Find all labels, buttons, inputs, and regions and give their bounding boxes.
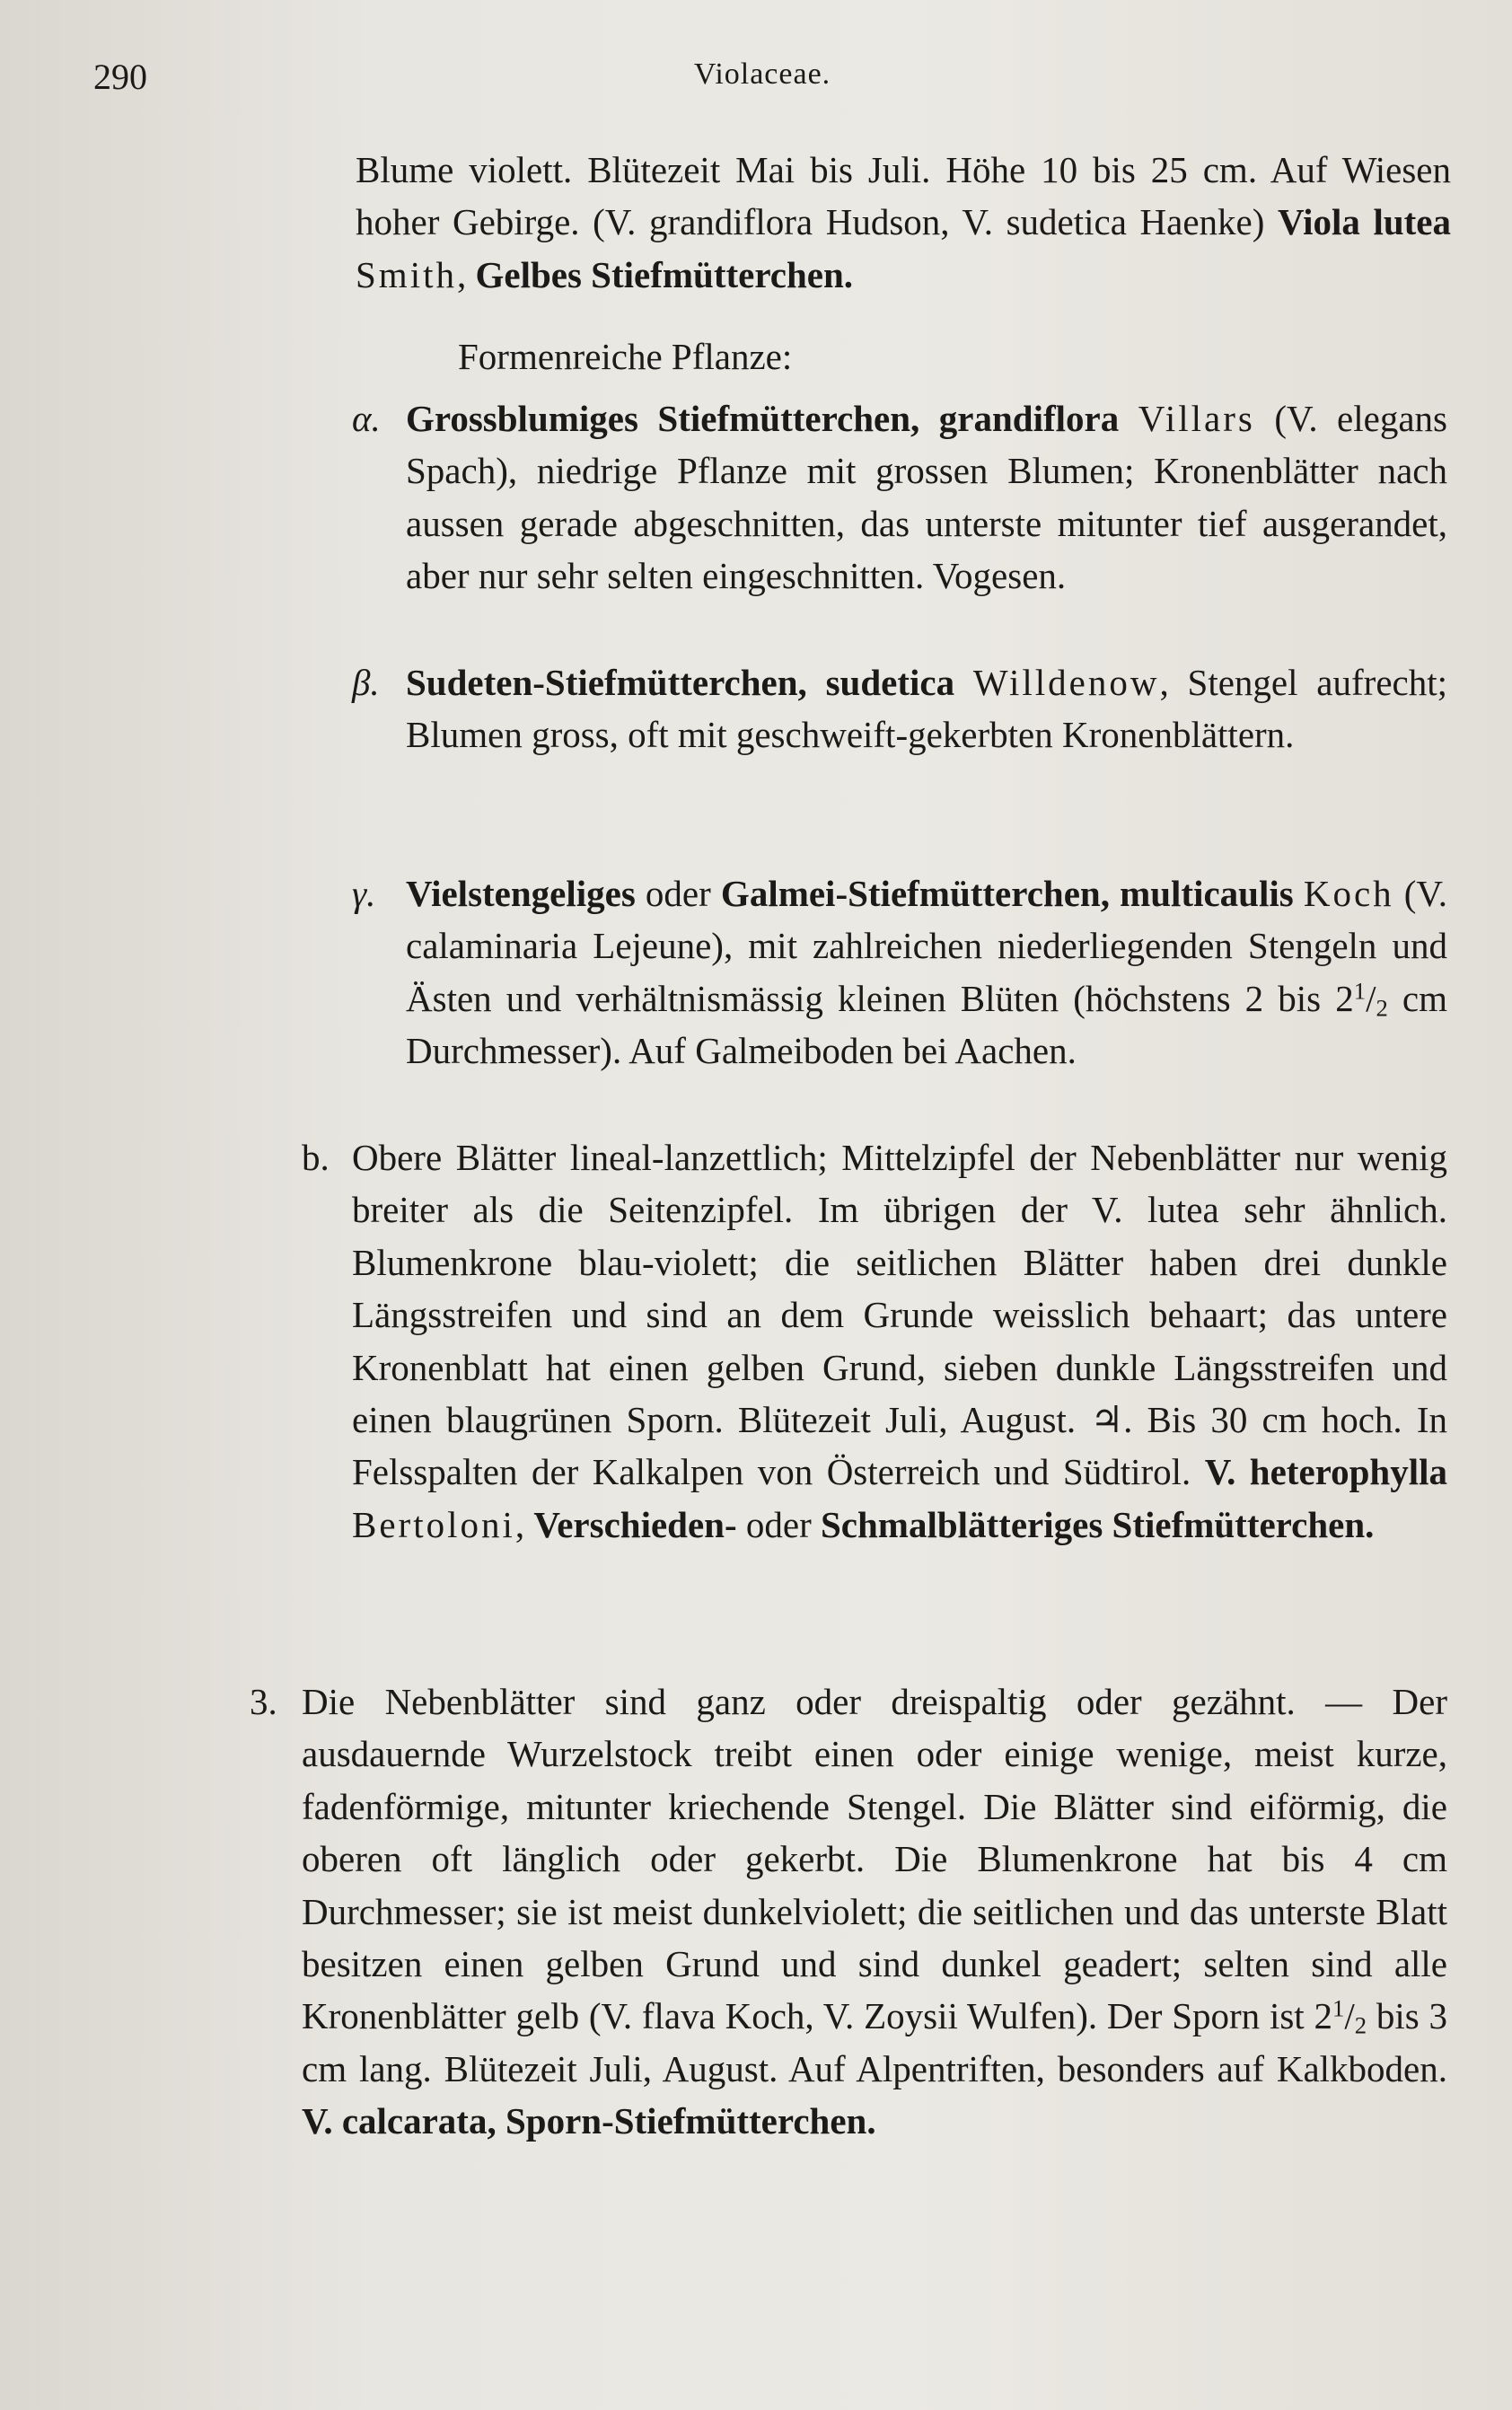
separator: , <box>514 1503 534 1545</box>
variety-text: (V. calaminaria Lejeune), mit zahlreichen niederliegenden Stengeln und Ästen und verhältnismässig kleinen Blüten (höchstens 2 bis 2 <box>406 873 1448 1019</box>
variety-name: Grossblumiges Stiefmütterchen, grandiflora <box>406 398 1120 439</box>
variety-label-alpha: α. <box>352 398 381 439</box>
variety-text: (V. elegans Spach), niedrige Pflanze mit grossen Blumen; Kronenblätter nach aussen gerade abgeschnitten, das unterste mitunter tief ausgerandet, aber nur sehr selten eingeschnitten. Vogesen. <box>406 398 1447 597</box>
separator: , <box>456 253 476 295</box>
variety-author: Willdenow <box>972 662 1160 703</box>
species-name: V. heterophylla <box>1204 1451 1447 1493</box>
variety-text: oder <box>635 873 721 914</box>
entry-text: Obere Blätter lineal-lanzettlich; Mittelzipfel der Nebenblätter nur wenig breiter als die Seitenzipfel. Im übrigen der V. lutea sehr ähnlich. Blumenkrone blau-violett; die seitlichen Blätter haben drei dunkle Längsstreifen und sind an dem Grunde weisslich behaart; das untere Kronenblatt hat einen gelben Grund, sieben dunkle Längsstreifen und einen blaugrünen Sporn. Blütezeit Juli, August. <box>352 1137 1447 1441</box>
entry-text: . Bis 30 cm hoch. In Felsspalten der Kalkalpen von Österreich und Südtirol. <box>352 1399 1447 1493</box>
perennial-symbol-icon: ♃ <box>1090 1399 1124 1441</box>
variety-name: Sudeten-Stiefmütterchen, sudetica <box>406 662 955 703</box>
species-name: V. calcarata, Sporn-Stiefmütterchen. <box>302 2100 876 2142</box>
variety-label-gamma: γ. <box>352 873 376 914</box>
forms-intro: Formenreiche Pflanze: <box>458 336 793 377</box>
variety-name: Vielstengeliges <box>406 873 636 914</box>
variety-author: Koch <box>1303 873 1394 914</box>
variety-label-beta: β. <box>352 662 380 703</box>
variety-gamma: Vielstengeliges oder Galmei-Stiefmütterchen, multicaulis Koch (V. calaminaria Lejeune), mit zahlreichen niederliegenden Stengeln und Ästen und verhältnismässig kleinen Blüten (höchstens 2 bis $2^1/_2$ cm Durchmesser). Auf Galmeiboden bei Aachen. <box>406 873 1448 1072</box>
entry-label-b: b. <box>302 1137 330 1178</box>
variety-text: cm Durchmesser). Auf Galmeiboden bei Aachen. <box>406 977 1447 1072</box>
fraction-denominator: 2 <box>1354 2011 1367 2039</box>
entry-label-3: 3. <box>250 1681 277 1722</box>
species-name: Viola lutea <box>1277 201 1452 243</box>
species-author: Smith <box>356 253 457 295</box>
fraction-numerator: 1 <box>1353 977 1367 1005</box>
common-name-alt: Schmalblätteriges Stiefmütterchen. <box>820 1503 1375 1545</box>
page-number: 290 <box>93 57 147 97</box>
variety-beta <box>406 656 1447 761</box>
variety-author: Villars <box>1138 398 1255 439</box>
common-name: Gelbes Stiefmütterchen. <box>475 253 854 295</box>
species-author: Bertoloni <box>352 1503 515 1545</box>
entry-text: Die Nebenblätter sind ganz oder dreispaltig oder gezähnt. — Der ausdauernde Wurzelstock treibt einen oder einige wenige, meist kurze, fadenförmige, mitunter kriechende Stengel. Die Blätter sind eiförmig, die oberen oft länglich oder gekerbt. Die Blumenkrone hat bis 4 cm Durchmesser; sie ist meist dunkelviolett; die seitlichen und das unterste Blatt besitzen einen gelben Grund und sind dunkel geadert; selten sind alle Kronenblätter gelb (V. flava Koch, V. Zoysii Wulfen). Der Sporn ist 2 <box>302 1681 1447 2037</box>
intro-text: Blume violett. Blütezeit Mai bis Juli. Höhe 10 bis 25 cm. Auf Wiesen hoher Gebirge. (V. grandiflora Hudson, V. sudetica Haenke) <box>356 149 1451 243</box>
running-head: Violaceae. <box>693 57 831 91</box>
entry-text: oder <box>736 1503 821 1545</box>
variety-name-alt: Galmei-Stiefmütterchen, multicaulis <box>720 873 1294 914</box>
intro-paragraph <box>356 144 1451 301</box>
variety-text: , Stengel aufrecht; Blumen gross, oft mit geschweift-gekerbten Kronenblättern. <box>406 662 1447 756</box>
entry-3: Die Nebenblätter sind ganz oder dreispaltig oder gezähnt. — Der ausdauernde Wurzelstock treibt einen oder einige wenige, meist kurze, fadenförmige, mitunter kriechende Stengel. Die Blätter sind eiförmig, die oberen oft länglich oder gekerbt. Die Blumenkrone hat bis 4 cm Durchmesser; sie ist meist dunkelviolett; die seitlichen und das unterste Blatt besitzen einen gelben Grund und sind dunkel geadert; selten sind alle Kronenblätter gelb (V. flava Koch, V. Zoysii Wulfen). Der Sporn ist $2^1/_2$ bis 3 cm lang. Blütezeit Juli, August. Auf Alpentriften, besonders auf Kalkboden. V. calcarata, Sporn-Stiefmütterchen. <box>302 1681 1447 2142</box>
entry-b <box>352 1131 1447 1551</box>
fraction-numerator: 1 <box>1332 1995 1345 2023</box>
common-name: Verschieden- <box>533 1503 737 1545</box>
fraction-denominator: 2 <box>1376 994 1388 1022</box>
entry-text: bis 3 cm lang. Blütezeit Juli, August. Auf Alpentriften, besonders auf Kalkboden. <box>302 1995 1447 2089</box>
page-header <box>93 56 1431 110</box>
variety-alpha <box>406 392 1447 602</box>
